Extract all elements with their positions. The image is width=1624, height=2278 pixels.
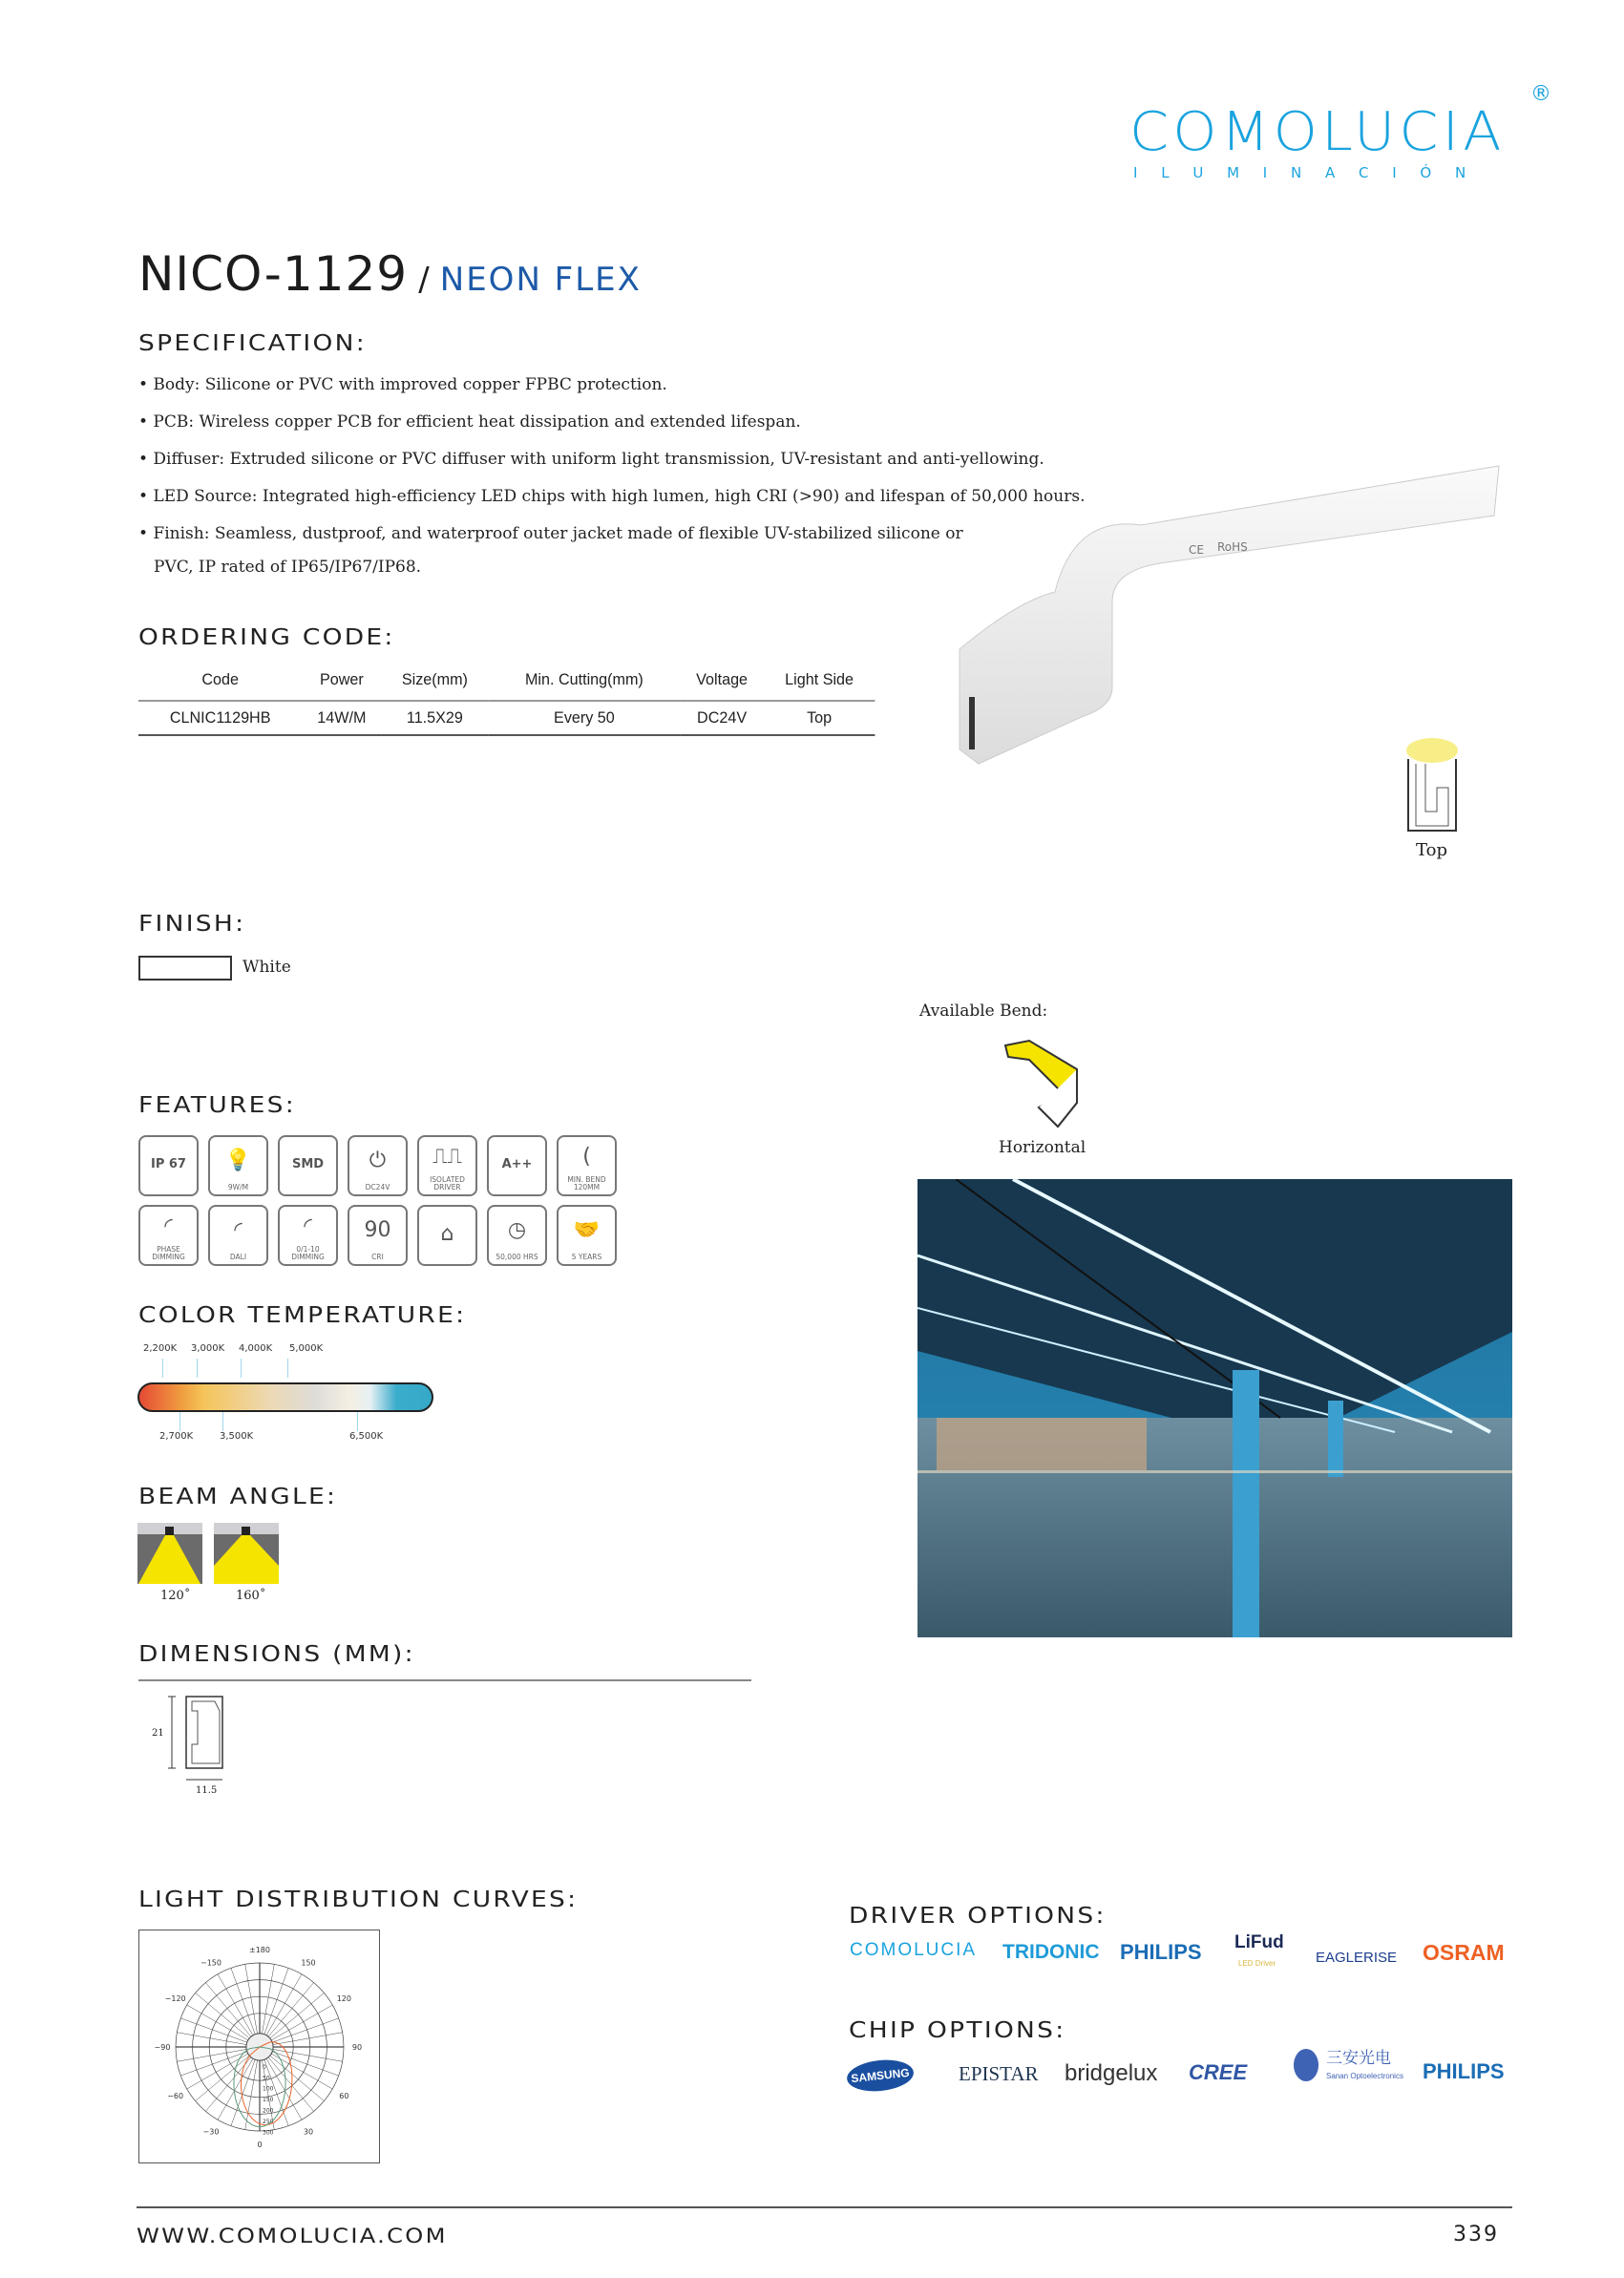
feature-glyph: ⌂ xyxy=(440,1222,454,1246)
footer-divider xyxy=(137,2206,1512,2208)
application-photo xyxy=(917,1179,1512,1637)
divider xyxy=(138,1679,751,1681)
spec-bullet: • Body: Silicone or PVC with improved copper FPBC protection. xyxy=(138,375,667,394)
feature-icon xyxy=(557,1135,617,1196)
table-row xyxy=(138,701,875,735)
feature-icon xyxy=(348,1205,408,1266)
horizontal-bend-icon xyxy=(1001,1036,1086,1131)
column-header: Code xyxy=(138,659,302,701)
model-name: NICO-1129 xyxy=(138,246,409,302)
polar-angle-label: 0 xyxy=(257,2141,263,2149)
cct-tick xyxy=(179,1412,180,1431)
color-temperature-bar xyxy=(137,1382,433,1412)
feature-icon xyxy=(487,1205,547,1266)
driver-logo-eaglerise: EAGLERISE xyxy=(1316,1950,1398,1966)
column-header: Light Side xyxy=(764,659,875,701)
available-bend-label: Available Bend: xyxy=(919,1002,1048,1021)
feature-glyph: IP 67 xyxy=(151,1157,186,1171)
series-name: NEON FLEX xyxy=(439,261,642,299)
sanan-text: 三安光电 xyxy=(1326,2049,1391,2068)
feature-glyph: ◷ xyxy=(507,1218,527,1242)
column-header: Min. Cutting(mm) xyxy=(488,659,680,701)
beam-angle-label: 160˚ xyxy=(236,1589,266,1603)
feature-glyph: 🤝 xyxy=(573,1218,601,1242)
light-side-top-icon xyxy=(1399,735,1466,835)
table-header-row xyxy=(138,659,875,701)
feature-glyph: ( xyxy=(582,1145,591,1169)
cct-tick xyxy=(222,1412,223,1431)
feature-glyph: A++ xyxy=(501,1157,533,1171)
chip-logo-cree: CREE xyxy=(1189,2060,1248,2084)
feature-icon xyxy=(278,1135,338,1196)
cct-label: 2,200K xyxy=(143,1343,178,1354)
beam-angle-heading: BEAM ANGLE: xyxy=(138,1485,338,1509)
samsung-text: SAMSUNG xyxy=(850,2065,911,2086)
footer-website[interactable]: WWW.COMOLUCIA.COM xyxy=(137,2225,448,2247)
cell-min-cutting: Every 50 xyxy=(488,701,680,735)
cct-label: 2,700K xyxy=(159,1431,194,1442)
polar-angle-label: 90 xyxy=(351,2043,363,2052)
polar-radial-label: 150 xyxy=(263,2097,274,2104)
feature-label: 9W/M xyxy=(227,1183,249,1192)
feature-icon xyxy=(557,1205,617,1266)
feature-icon xyxy=(487,1135,547,1196)
finish-swatch-white[interactable] xyxy=(138,956,232,981)
feature-icon xyxy=(138,1205,199,1266)
cct-label: 5,000K xyxy=(289,1343,324,1354)
cct-label: 3,500K xyxy=(220,1431,254,1442)
cell-code: CLNIC1129HB xyxy=(138,701,302,735)
cell-voltage: DC24V xyxy=(680,701,763,735)
polar-angle-label: −90 xyxy=(154,2043,171,2052)
polar-angle-label: 150 xyxy=(301,1958,316,1968)
brand-tagline: I L U M I N A C I Ó N xyxy=(1133,164,1476,181)
polar-grid-spoke xyxy=(218,1974,253,2035)
chip-logo-samsung xyxy=(846,2057,916,2094)
cct-tick xyxy=(197,1359,198,1378)
page-title xyxy=(138,246,642,302)
dimension-height: 21 xyxy=(152,1728,164,1739)
chip-logo-bridgelux: bridgelux xyxy=(1065,2060,1158,2086)
polar-angle-label: −150 xyxy=(200,1958,221,1968)
driver-logo-comolucia: COMOLUCIA xyxy=(850,1940,978,1960)
cct-label: 4,000K xyxy=(239,1343,273,1354)
driver-logo-tridonic: TRIDONIC xyxy=(1002,1941,1100,1963)
ordering-code-heading: ORDERING CODE: xyxy=(138,625,395,650)
beam-120-icon xyxy=(137,1523,202,1584)
color-temperature-heading: COLOR TEMPERATURE: xyxy=(138,1303,467,1328)
chip-options-heading: CHIP OPTIONS: xyxy=(849,2018,1066,2043)
cell-light-side: Top xyxy=(764,701,875,735)
spec-bullet: • PCB: Wireless copper PCB for efficient heat dissipation and extended lifespan. xyxy=(138,412,801,432)
light-distribution-chart xyxy=(138,1930,380,2163)
cct-tick xyxy=(357,1412,358,1431)
driver-logo-lifud-sub: LED Driver xyxy=(1238,1959,1276,1968)
polar-radial-label: 0 xyxy=(263,2063,266,2071)
polar-radial-label: 100 xyxy=(263,2085,274,2093)
feature-label: DALI xyxy=(229,1253,247,1261)
polar-angle-label: 30 xyxy=(303,2127,314,2137)
feature-glyph: ⏻ xyxy=(369,1149,387,1172)
cct-tick xyxy=(287,1359,288,1378)
features-heading: FEATURES: xyxy=(138,1093,296,1118)
polar-grid-spoke xyxy=(187,2005,248,2040)
driver-logo-philips: PHILIPS xyxy=(1120,1940,1202,1964)
feature-icon xyxy=(417,1205,477,1266)
polar-angle-label: 120 xyxy=(336,1994,351,2003)
spec-bullet: • Diffuser: Extruded silicone or PVC diffuser with uniform light transmission, UV-resistant and anti-yellowing. xyxy=(138,450,1044,469)
feature-icon xyxy=(208,1135,268,1196)
bend-type-label: Horizontal xyxy=(999,1138,1086,1157)
driver-logo-osram: OSRAM xyxy=(1423,1940,1505,1965)
cct-tick xyxy=(162,1359,163,1378)
feature-glyph: SMD xyxy=(291,1157,325,1171)
beam-160-icon xyxy=(214,1523,279,1584)
light-distribution-heading: LIGHT DISTRIBUTION CURVES: xyxy=(138,1888,579,1912)
driver-options-heading: DRIVER OPTIONS: xyxy=(849,1904,1107,1929)
finish-heading: FINISH: xyxy=(138,912,246,937)
feature-glyph: ◜ xyxy=(234,1218,243,1242)
polar-grid-spoke xyxy=(271,2005,332,2040)
spec-bullet: PVC, IP rated of IP65/IP67/IP68. xyxy=(154,558,422,577)
driver-logo-lifud: LiFud xyxy=(1234,1932,1284,1952)
dimensions-heading: DIMENSIONS (MM): xyxy=(138,1642,415,1667)
feature-label: 5 YEARS xyxy=(571,1253,602,1261)
feature-label: 50,000 HRS xyxy=(496,1253,538,1261)
feature-icon xyxy=(208,1205,268,1266)
title-separator: / xyxy=(418,261,430,299)
brand-logo xyxy=(1129,82,1551,186)
spec-bullet: • LED Source: Integrated high-efficiency LED chips with high lumen, high CRI (>90) and lifespan of 50,000 hours. xyxy=(138,487,1086,506)
cct-tick xyxy=(241,1359,242,1378)
page-number: 339 xyxy=(1453,2223,1499,2246)
dimension-drawing xyxy=(167,1692,234,1797)
feature-glyph: 💡 xyxy=(224,1149,252,1172)
ordering-code-table xyxy=(138,659,875,736)
cct-label: 6,500K xyxy=(349,1431,384,1442)
feature-glyph: ⎍⎍ xyxy=(432,1145,462,1169)
feature-icon xyxy=(417,1135,477,1196)
chip-logo-epistar: EPISTAR xyxy=(959,2062,1039,2085)
feature-icon xyxy=(278,1205,338,1266)
dimension-width: 11.5 xyxy=(196,1785,218,1796)
polar-angle-label: ±180 xyxy=(249,1946,270,1954)
chip-logo-sanan xyxy=(1294,2049,1403,2081)
polar-radial-label: 200 xyxy=(263,2107,274,2115)
cct-label: 3,000K xyxy=(191,1343,225,1354)
finish-label: White xyxy=(243,958,291,977)
feature-icon xyxy=(138,1135,199,1196)
polar-radial-label: 300 xyxy=(263,2129,274,2137)
feature-glyph: ◜ xyxy=(164,1214,173,1238)
product-image-neon-strip xyxy=(950,458,1504,773)
feature-glyph: 90 xyxy=(364,1218,391,1242)
polar-angle-label: −120 xyxy=(164,1994,186,2003)
feature-icon xyxy=(348,1135,408,1196)
polar-radial-label: 50 xyxy=(263,2075,270,2082)
feature-label: PHASE DIMMING xyxy=(152,1245,185,1261)
rohs-mark: RoHS xyxy=(1217,540,1248,554)
column-header: Voltage xyxy=(680,659,763,701)
spec-bullet: • Finish: Seamless, dustproof, and waterproof outer jacket made of flexible UV-stabilized silicone or xyxy=(138,524,963,543)
chip-logo-philips: PHILIPS xyxy=(1423,2059,1505,2083)
cell-power: 14W/M xyxy=(302,701,381,735)
polar-radial-label: 250 xyxy=(263,2119,274,2126)
polar-angle-label: 60 xyxy=(339,2092,349,2100)
cell-size: 11.5X29 xyxy=(381,701,488,735)
feature-glyph: ◜ xyxy=(304,1214,312,1238)
ce-mark: CE xyxy=(1189,543,1204,557)
beam-angle-label: 120˚ xyxy=(160,1589,191,1603)
feature-label: ISOLATED DRIVER xyxy=(430,1175,465,1192)
column-header: Power xyxy=(302,659,381,701)
feature-label: DC24V xyxy=(365,1183,390,1192)
sanan-icon xyxy=(1294,2049,1318,2081)
polar-angle-label: −60 xyxy=(167,2092,184,2100)
light-side-label: Top xyxy=(1416,840,1447,860)
registered-mark: ® xyxy=(1530,82,1551,106)
brand-logo-wordmark: COMOLUCIA xyxy=(1129,101,1506,163)
sanan-sub: Sanan Optoelectronics xyxy=(1326,2072,1403,2080)
polar-grid-spoke xyxy=(266,1974,302,2035)
feature-label: 0/1-10 DIMMING xyxy=(291,1245,325,1261)
column-header: Size(mm) xyxy=(381,659,488,701)
feature-label: CRI xyxy=(371,1253,384,1261)
specification-heading: SPECIFICATION: xyxy=(138,331,367,356)
polar-angle-label: −30 xyxy=(202,2127,220,2137)
feature-label: MIN. BEND 120MM xyxy=(567,1175,606,1192)
